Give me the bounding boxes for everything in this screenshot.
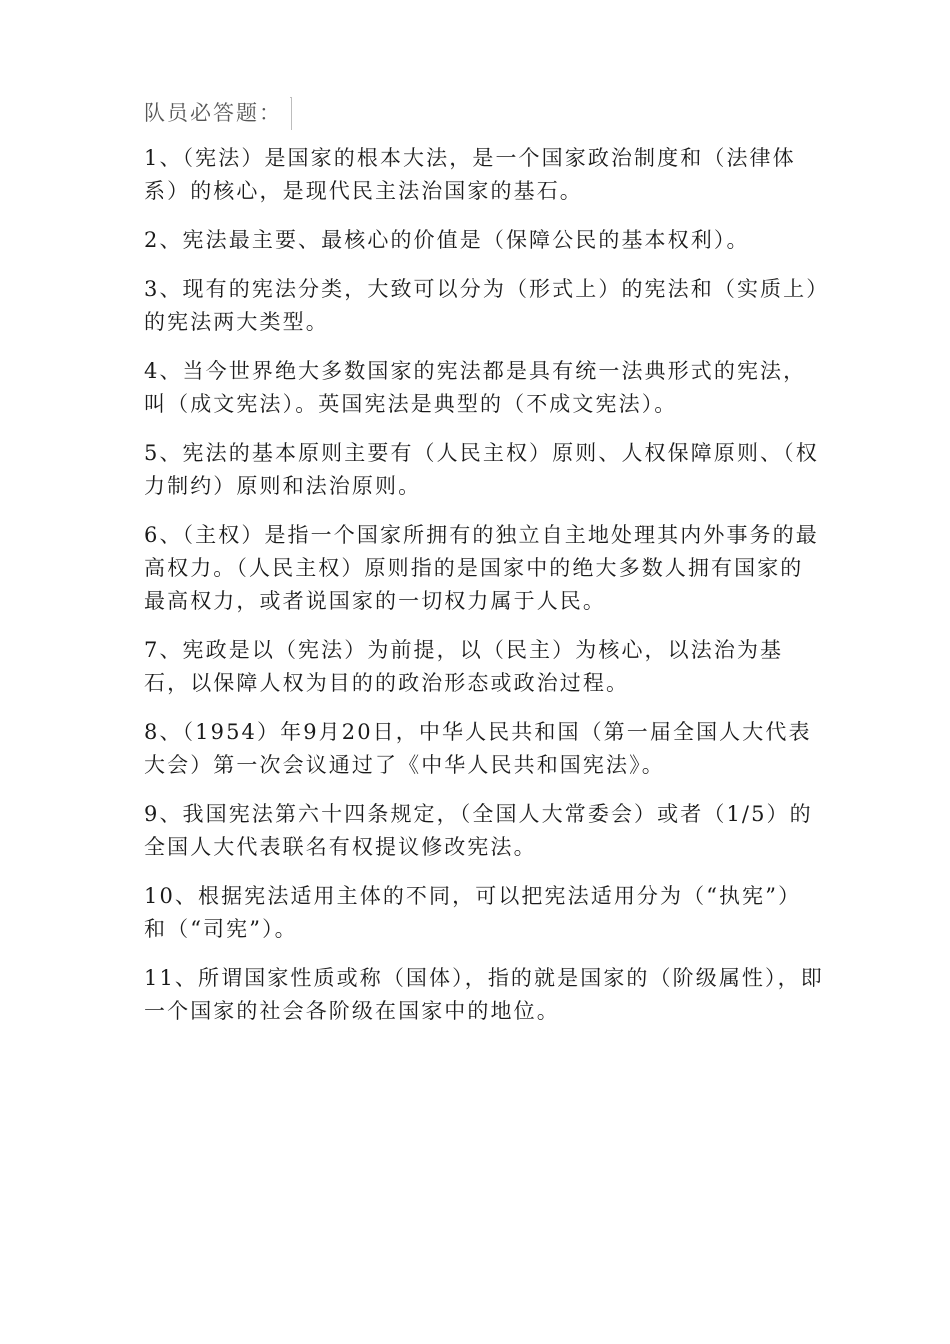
question-item: 8、（1954）年9月20日，中华人民共和国（第一届全国人大代表大会）第一次会议通过了《中华人民共和国宪法》。 (144, 720, 812, 777)
question-list (144, 142, 824, 1044)
question-item: 5、宪法的基本原则主要有（人民主权）原则、人权保障原则、（权力制约）原则和法治原则。 (144, 441, 819, 498)
question-item: 10、根据宪法适用主体的不同，可以把宪法适用分为（“执宪”）和（“司宪”）。 (144, 884, 802, 941)
question-item: 11、所谓国家性质或称（国体），指的就是国家的（阶级属性），即一个国家的社会各阶级在国家中的地位。 (144, 966, 824, 1023)
document-heading: 队员必答题： (144, 101, 282, 125)
text-cursor-box (290, 97, 292, 130)
heading-block (144, 96, 292, 130)
question-item: 4、当今世界绝大多数国家的宪法都是具有统一法典形式的宪法，叫（成文宪法）。英国宪法是典型的（不成文宪法）。 (144, 359, 807, 416)
question-item: 6、（主权）是指一个国家所拥有的独立自主地处理其内外事务的最高权力。（人民主权）原则指的是国家中的绝大多数人拥有国家的最高权力，或者说国家的一切权力属于人民。 (144, 523, 819, 613)
question-item: 1、（宪法）是国家的根本大法，是一个国家政治制度和（法律体系）的核心，是现代民主法治国家的基石。 (144, 146, 796, 203)
question-item: 9、我国宪法第六十四条规定，（全国人大常委会）或者（1/5）的全国人大代表联名有权提议修改宪法。 (144, 802, 813, 859)
question-item: 2、宪法最主要、最核心的价值是（保障公民的基本权利）。 (144, 228, 750, 252)
question-item: 3、现有的宪法分类，大致可以分为（形式上）的宪法和（实质上）的宪法两大类型。 (144, 277, 819, 334)
question-item: 7、宪政是以（宪法）为前提，以（民主）为核心，以法治为基石，以保障人权为目的的政治形态或政治过程。 (144, 638, 784, 695)
